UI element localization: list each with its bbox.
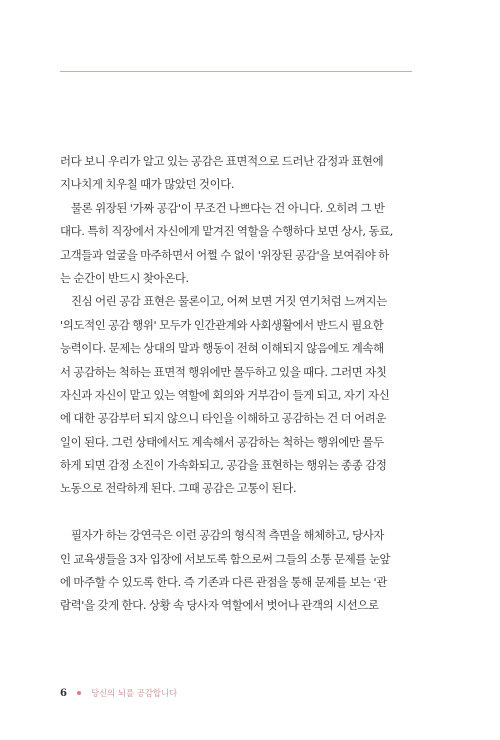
page-footer [60,687,177,699]
text-line: 진심 어린 공감 표현은 물론이고, 어쩌 보면 거짓 연기처럼 느껴지는 [71,294,387,309]
text-line: 고객들과 얼굴을 마주하면서 어쩔 수 없이 '위장된 공감'을 보여줘야 하 [60,247,389,262]
text-line: 하게 되면 감정 소진이 가속화되고, 공감을 표현하는 행위는 종종 감정 [60,458,387,473]
body-text [60,150,412,618]
text-line: 인 교육생들을 3자 입장에 서보도록 함으로써 그들의 소통 문제를 눈앞 [60,551,391,566]
paragraph-gap [60,501,412,524]
text-line: 능력이다. 문제는 상대의 말과 행동이 전혀 이해되지 않음에도 계속해 [60,341,384,356]
text-line: 물론 위장된 '가짜 공감'이 무조건 나쁘다는 건 아니다. 오히려 그 반 [71,200,385,215]
text-line: 필자가 하는 강연극은 이런 공감의 형식적 측면을 해체하고, 당사자 [71,528,385,543]
text-line: 노동으로 전락하게 된다. 그때 공감은 고통이 된다. [60,481,297,496]
page-number: 6 [60,687,67,699]
header-rule [60,71,412,72]
text-line: 지나치게 치우칠 때가 많았던 것이다. [60,177,235,192]
text-line: 는 순간이 반드시 찾아온다. [60,270,189,285]
text-line: 일이 된다. 그런 상태에서도 계속해서 공감하는 척하는 행위에만 몰두 [60,434,384,449]
text-line: 대다. 특히 직장에서 자신에게 맡겨진 역할을 수행하다 보면 상사, 동료, [60,224,394,239]
text-line: 에 마주할 수 있도록 한다. 즉 기존과 다른 관점을 통해 문제를 보는 '관 [60,575,387,590]
bullet-dot-icon [77,691,81,695]
text-line: 자신과 자신이 맡고 있는 역할에 회의와 거부감이 들게 되고, 자기 자신 [60,387,390,402]
text-line: 에 대한 공감부터 되지 않으니 타인을 이해하고 공감하는 건 더 어려운 [60,411,387,426]
text-line: '의도적인 공감 행위' 모두가 인간관계와 사회생활에서 반드시 필요한 [60,317,384,332]
text-line: 람력'을 갖게 한다. 상황 속 당사자 역할에서 벗어나 관객의 시선으로 [60,598,379,613]
text-line: 서 공감하는 척하는 표면적 행위에만 몰두하고 있을 때다. 그러면 자칫 [60,364,387,379]
text-line: 러다 보니 우리가 알고 있는 공감은 표면적으로 드러난 감정과 표현에 [60,154,384,168]
book-title: 당신의 뇌를 공감합니다 [90,688,178,698]
